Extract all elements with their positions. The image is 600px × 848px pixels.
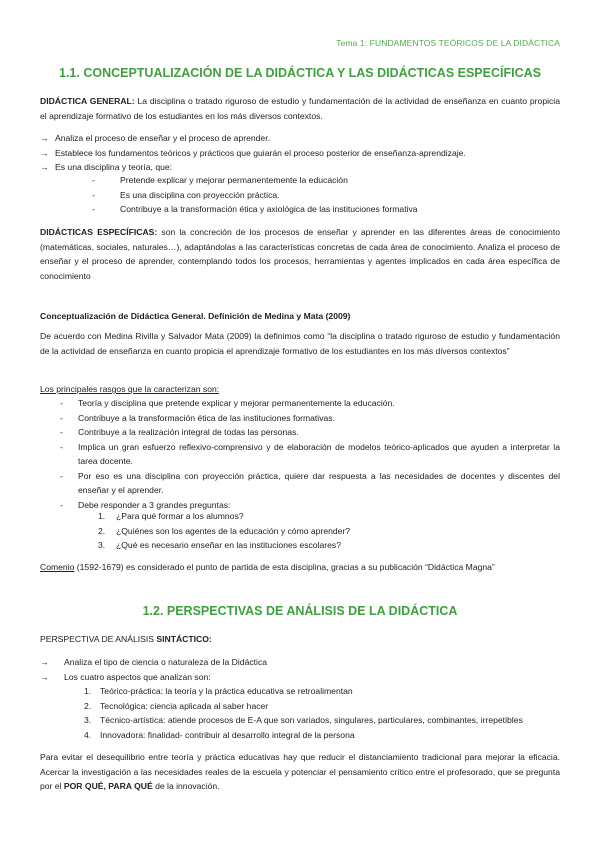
list-item: 1. ¿Para qué formar a los alumnos? (98, 511, 244, 521)
section-1-title: 1.1. CONCEPTUALIZACIÓN DE LA DIDÁCTICA Y LAS DIDÁCTICAS ESPECÍFICAS (59, 66, 541, 80)
medina-definition: De acuerdo con Medina Rivilla y Salvador Mata (2009) la definimos como “la disciplina o tratado riguroso de estudio y fundamentación de la actividad de enseñanza en cuanto propicia el aprendizaje formativo de los estudiantes en los más diversos contextos” (40, 331, 560, 356)
list-item: 2. ¿Quiénes son los agentes de la educación y cómo aprender? (98, 525, 351, 536)
comenio-note: Comenio (1592-1679) es considerado el punto de partida de esta disciplina, gracias a su publicación “Didáctica Magna” (40, 562, 495, 572)
general-definition (40, 94, 560, 123)
specific-def-text: son la concreción de los procesos de enseñar y aprender en las diferentes áreas de conocimiento (matemáticas, sociales, naturales…), adaptándolas a las características concretas de cada área de conocimiento. Analiza el proceso de enseñar y el proceso de aprender, contemplando todos los procesos, herramientas y agentes implicados en cada área específica de conocimiento (40, 227, 560, 281)
list-item: - Por eso es una disciplina con proyección práctica, quiere dar respuesta a las necesidades de docentes y discentes del enseñar y el aprender. (60, 470, 560, 495)
section-2-arrow-list (40, 655, 560, 684)
list-item: 3. Técnico-artística: atiende procesos de E-A que son variados, singulares, particulares, combinantes, irrepetibles (84, 715, 523, 725)
list-item: - Contribuye a la transformación ética de las instituciones formativas. (60, 412, 335, 423)
list-item: - Contribuye a la realización integral de todas las personas. (60, 427, 299, 437)
list-item: → Analiza el tipo de ciencia o naturaleza de la Didáctica (40, 657, 268, 667)
list-item: 2. Tecnológica: ciencia aplicada al saber hacer (84, 700, 269, 711)
specific-definition (40, 225, 560, 283)
section-1-sub-list (70, 173, 560, 217)
list-item: 4. Innovadora: finalidad- contribuir al desarrollo integral de la persona (84, 729, 355, 740)
perspective-heading: PERSPECTIVA DE ANÁLISIS SINTÁCTICO: (40, 634, 212, 644)
running-header: Tema 1: FUNDAMENTOS TEÓRICOS DE LA DIDÁCTICA (336, 38, 560, 48)
list-item: → Los cuatro aspectos que analizan son: (40, 671, 211, 682)
list-item: → Establece los fundamentos teóricos y prácticos que guiarán el proceso posterior de enseñanza-aprendizaje. (40, 147, 466, 158)
section-2-title: 1.2. PERSPECTIVAS DE ANÁLISIS DE LA DIDÁCTICA (142, 604, 458, 618)
general-term: DIDÁCTICA GENERAL: (40, 96, 135, 106)
closing-paragraph: Para evitar el desequilibrio entre teoría y práctica educativas hay que reducir el distanciamiento tradicional para mejorar la eficacia. Acercar la investigación a las necesidades reales de la escuela y potenciar el pensamiento crítico entre el profesorado, que se pregunta por el POR QUÉ, PARA QUÉ de la innovación. (40, 752, 560, 791)
list-item: - Teoría y disciplina que pretende explicar y mejorar permanentemente la educación. (60, 398, 395, 408)
list-item: → Analiza el proceso de enseñar y el proceso de aprender. (40, 133, 270, 143)
traits-heading: Los principales rasgos que la caracterizan son: (40, 384, 220, 394)
list-item: 3. ¿Qué es necesario enseñar en las instituciones escolares? (98, 540, 341, 550)
general-def-text: La disciplina o tratado riguroso de estudio y fundamentación de la actividad de enseñanza en cuanto propicia el aprendizaje formativo de los estudiantes en los más diversos contextos. (40, 96, 560, 121)
list-item: - Contribuye a la transformación ética y axiológica de las instituciones formativa (92, 204, 418, 214)
aspects-list (40, 684, 560, 742)
list-item: - Pretende explicar y mejorar permanentemente la educación (92, 175, 348, 185)
list-item: - Debe responder a 3 grandes preguntas: (60, 499, 231, 510)
section-1-arrow-list (40, 131, 560, 175)
traits-list (40, 396, 560, 512)
list-item: - Es una disciplina con proyección práctica. (92, 189, 280, 200)
list-item: - Implica un gran esfuerzo reflexivo-comprensivo y de elaboración de modelos teórico-aplicados que ayuden a interpretar la tarea docente. (60, 441, 560, 466)
comenio-name: Comenio (40, 562, 75, 572)
list-item: 1. Teórico-práctica: la teoría y la práctica educativa se retroalimentan (84, 686, 353, 696)
list-item: → Es una disciplina y teoría, que: (40, 162, 173, 172)
specific-term: DIDÁCTICAS ESPECÍFICAS: (40, 227, 158, 237)
questions-list (40, 509, 560, 553)
medina-subheading: Conceptualización de Didáctica General. Definición de Medina y Mata (2009) (40, 311, 351, 321)
